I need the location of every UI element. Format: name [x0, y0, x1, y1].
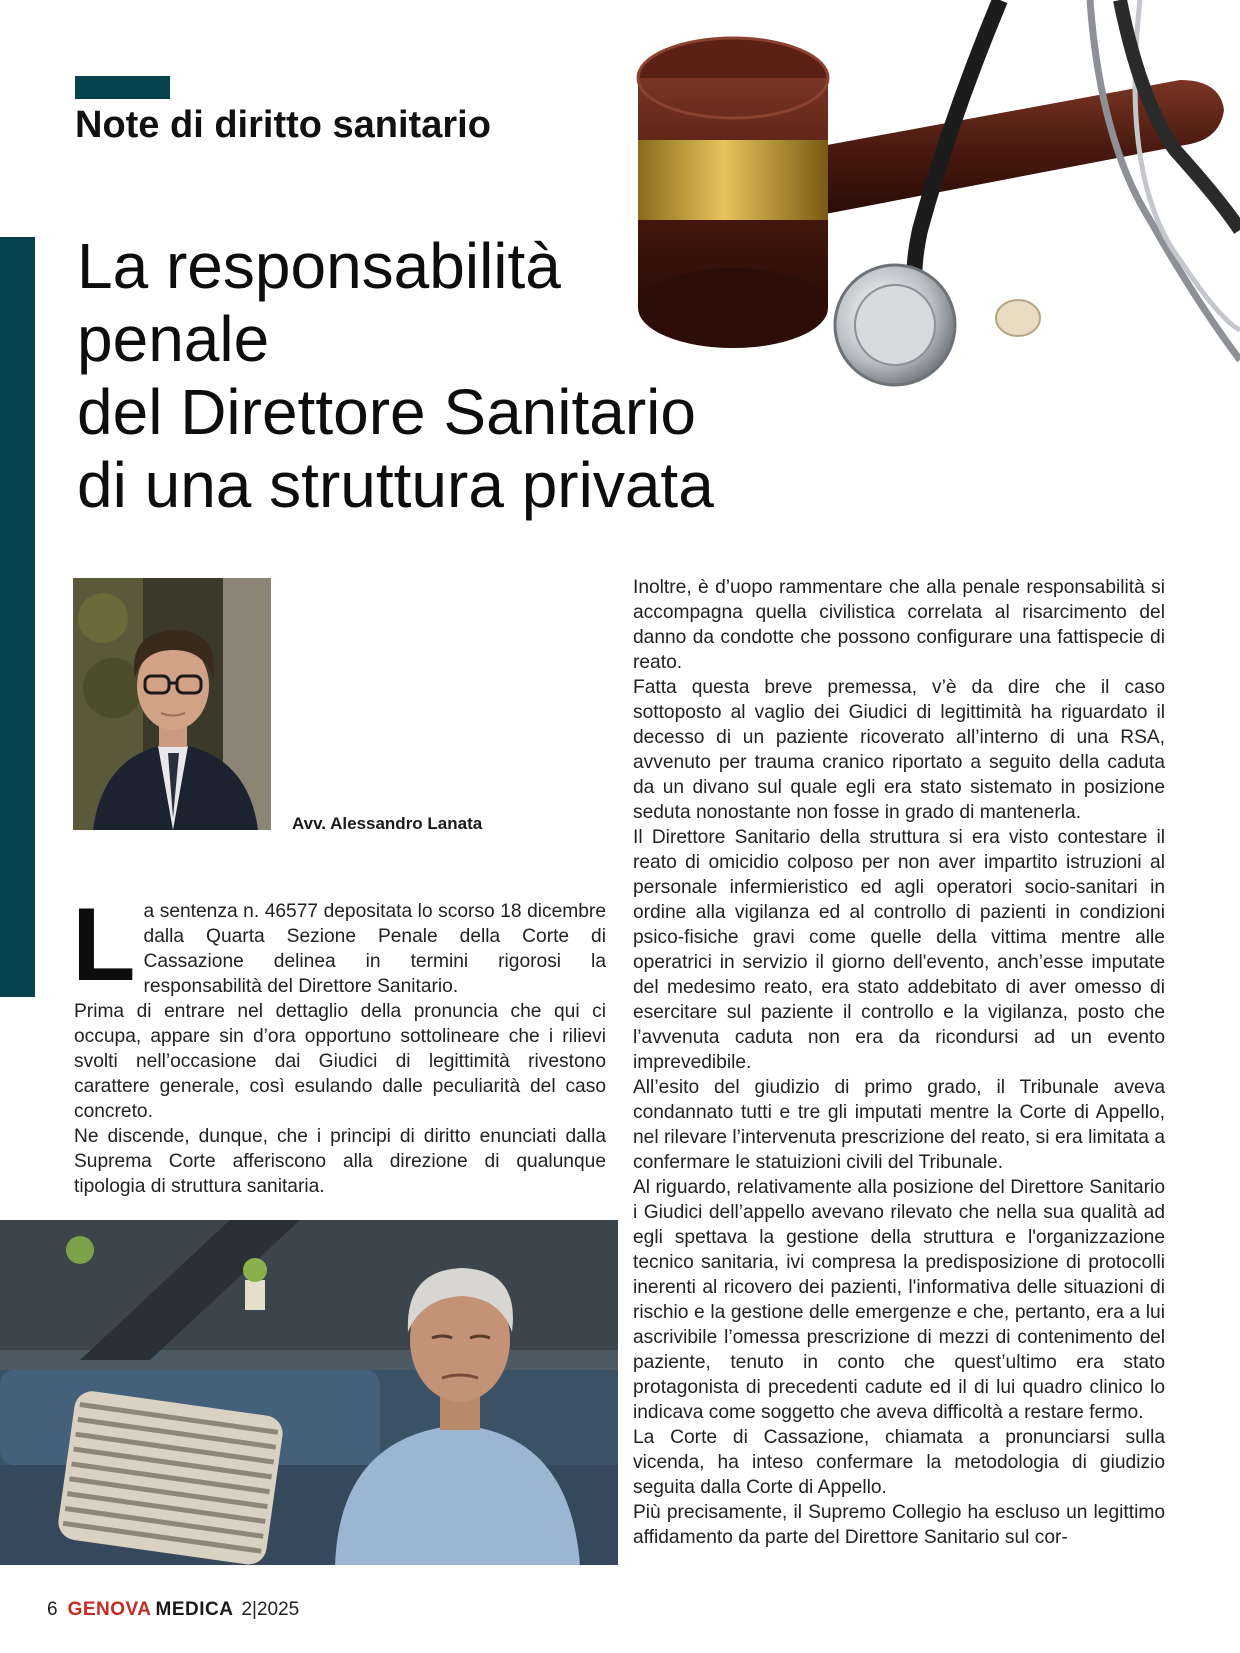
article-column-right	[633, 575, 1165, 1550]
page-footer	[47, 1599, 299, 1621]
article-paragraph: Ne discende, dunque, che i principi di diritto enunciati dalla Suprema Corte afferiscono alla direzione di qualunque tipologia di struttura sanitaria.	[74, 1126, 606, 1197]
section-accent-bar	[75, 76, 170, 99]
headline-line: La responsabilità	[77, 230, 561, 302]
section-label: Note di diritto sanitario	[75, 104, 491, 146]
article-paragraph: Fatta questa breve premessa, v’è da dire che il caso sottoposto al vaglio dei Giudici di legittimità ha riguardato il decesso di un paziente ricoverato all’interno di una RSA, avvenuto per trauma cranico riportato a seguito della caduta da un divano sul quale egli era stato sistemato in posizione seduta nonostante non fosse in grado di mantenerla.	[633, 677, 1165, 823]
magazine-brand-medica: MEDICA	[155, 1599, 234, 1620]
headline-line: di una struttura privata	[77, 449, 714, 521]
paragraph-text: a sentenza n. 46577 depositata lo scorso 18 dicembre dalla Quarta Sezione Penale della Corte di Cassazione delinea in termini rigorosi la responsabilità del Direttore Sanitario.	[143, 901, 606, 997]
drop-cap: L	[72, 887, 136, 1003]
headline-line: del Direttore Sanitario	[77, 376, 696, 448]
article-paragraph: All’esito del giudizio di primo grado, il Tribunale aveva condannato tutti e tre gli imputati mentre la Corte di Appello, nel rilevare l’intervenuta prescrizione del reato, si era limitata a confermare le statuizioni civili del Tribunale.	[633, 1077, 1165, 1173]
elderly-man-photo	[0, 1220, 618, 1565]
article-paragraph: Più precisamente, il Supremo Collegio ha escluso un legittimo affidamento da parte del Direttore Sanitario sul cor-	[633, 1502, 1165, 1548]
magazine-brand-genova: GENOVA	[67, 1599, 152, 1620]
article-paragraph: Inoltre, è d’uopo rammentare che alla penale responsabilità si accompagna quella civilistica correlata al risarcimento del danno da condotte che possono configurare una fattispecie di reato.	[633, 577, 1165, 673]
author-portrait	[73, 578, 271, 830]
article-paragraph: Al riguardo, relativamente alla posizione del Direttore Sanitario i Giudici dell’appello avevano rilevato che nella sua qualità ad egli spettava la gestione della struttura e l'organizzazione tecnico sanitaria, ivi compresa la predisposizione di protocolli inerenti al ricovero dei pazienti, l'informativa delle situazioni di rischio e la gestione delle emergenze e che, pertanto, era a lui ascrivibile l’omessa prescrizione di mezzi di contenimento del paziente, tenuto in conto che quest’ultimo era stato protagonista di precedenti cadute ed il di lui quadro clinico lo indicava come soggetto che aveva difficoltà a restare fermo.	[633, 1177, 1165, 1423]
article-paragraph: Prima di entrare nel dettaglio della pronuncia che qui ci occupa, appare sin d’ora opportuno sottolineare che i rilievi svolti nell’occasione dai Giudici di legittimità rivestono carattere generale, così esulando dalle peculiarità del caso concreto.	[74, 1001, 606, 1122]
article-column-left	[72, 887, 606, 1199]
article-paragraph: Il Direttore Sanitario della struttura si era visto contestare il reato di omicidio colposo per non aver impartito istruzioni al personale infermieristico ed agli operatori socio-sanitari in ordine alla vigilanza ed al controllo di pazienti in condizioni psico-fisiche gravi come quelle della vittima mentre alle operatrici in servizio il giorno dell'evento, anch’esse imputate del medesimo reato, era stato addebitato di aver omesso di esercitare sul paziente il controllo e la vigilanza, posto che l’avvenuta caduta non era da ricondursi ad un evento imprevedibile.	[633, 827, 1165, 1073]
headline-line: penale	[77, 303, 270, 375]
author-name: Avv. Alessandro Lanata	[292, 814, 483, 833]
issue-number: 2|2025	[241, 1599, 300, 1620]
page-number: 6	[47, 1599, 58, 1620]
article-paragraph: La Corte di Cassazione, chiamata a pronunciarsi sulla vicenda, ha inteso confermare la metodologia di giudizio seguita dalla Corte di Appello.	[633, 1427, 1165, 1498]
article-paragraph	[72, 887, 606, 1003]
article-headline	[77, 230, 714, 522]
side-accent-bar	[0, 237, 35, 997]
